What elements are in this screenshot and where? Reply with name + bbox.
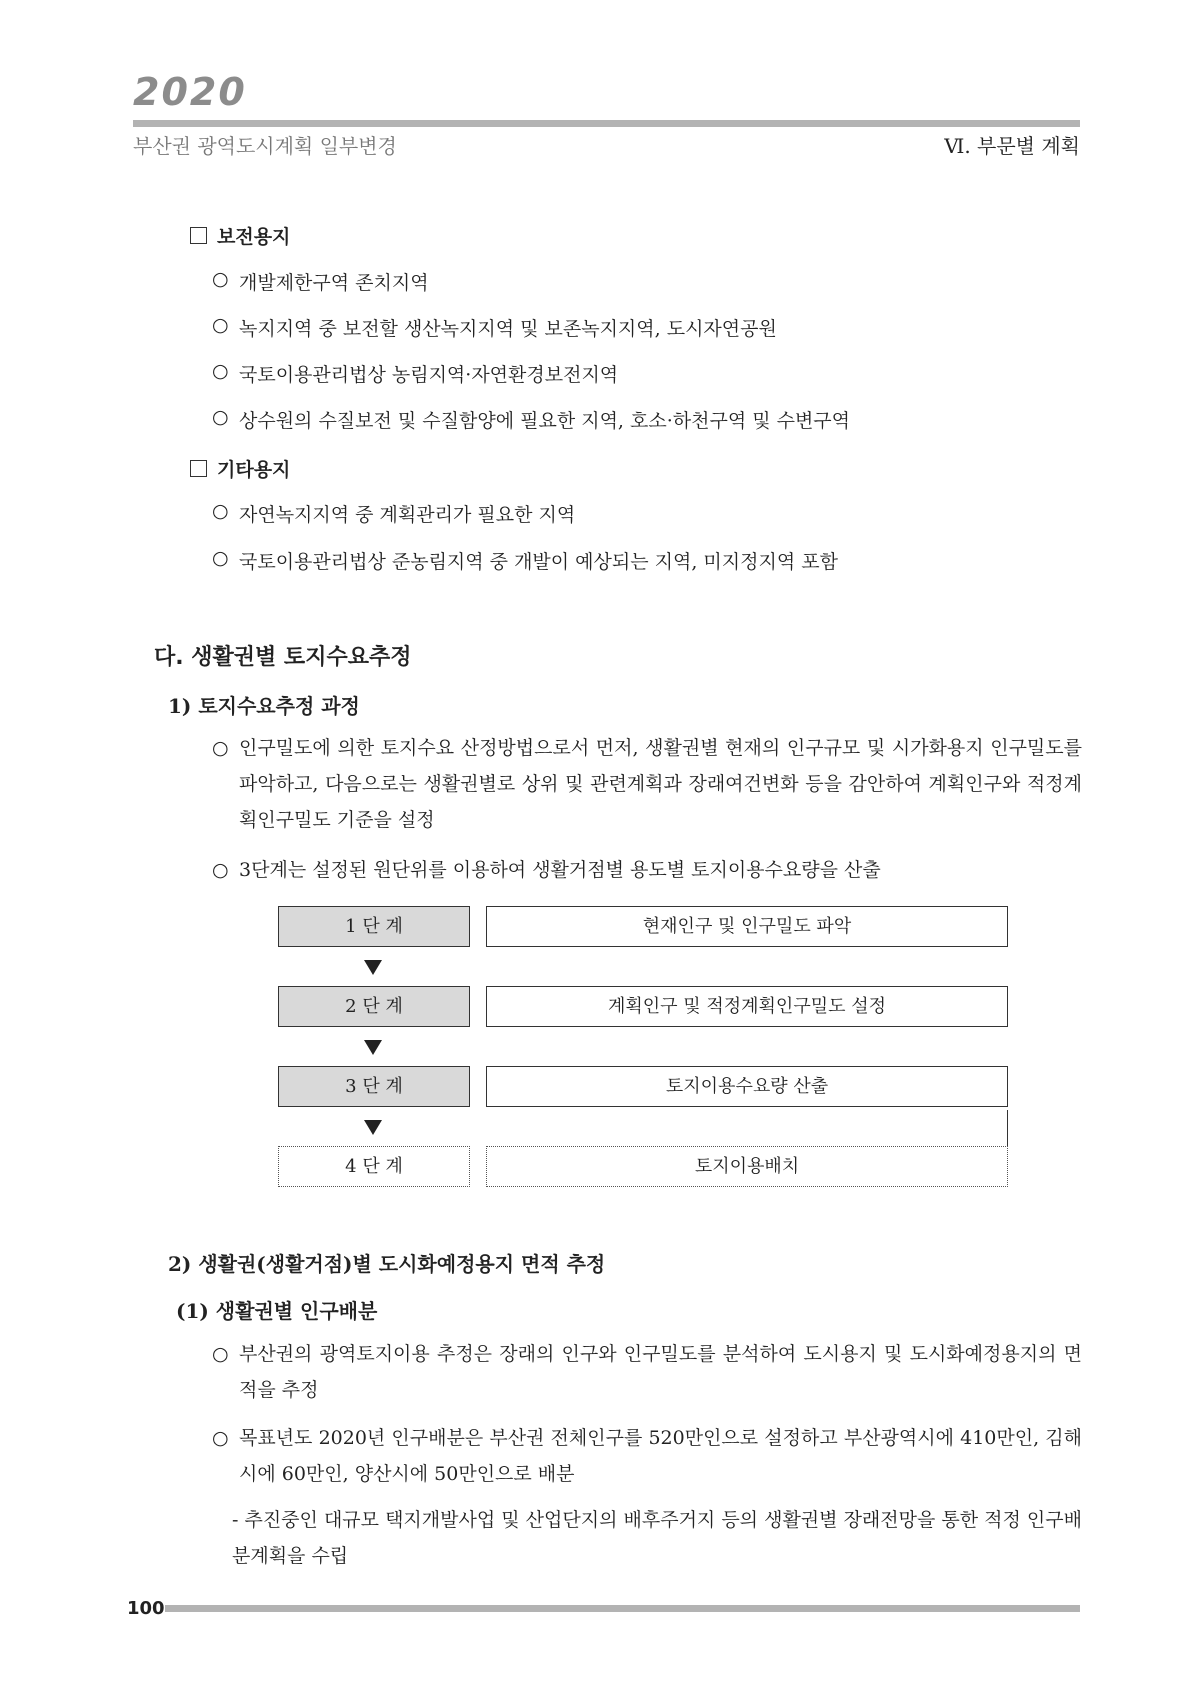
step-description: 토지이용배치: [486, 1146, 1008, 1187]
paragraph: ○ 부산권의 광역토지이용 추정은 장래의 인구와 인구밀도를 분석하여 도시용지 및 도시화예정용지의 면적을 추정: [212, 1343, 1082, 1401]
document-title: 부산권 광역도시계획 일부변경: [133, 134, 397, 158]
connector-line: [1007, 1110, 1008, 1150]
step-label: 3 단 계: [278, 1066, 470, 1107]
sub-subsection-heading: (1) 생활권별 인구배분: [176, 1299, 378, 1323]
conservation-heading: 보전용지: [190, 222, 290, 249]
down-arrow-icon: [364, 1120, 382, 1135]
down-arrow-icon: [364, 960, 382, 975]
section-label: Ⅵ. 부문별 계획: [944, 134, 1080, 158]
section-heading: 다. 생활권별 토지수요추정: [154, 645, 412, 670]
subsection-heading: 2) 생활권(생활거점)별 도시화예정용지 면적 추정: [168, 1252, 606, 1276]
dash-item: - 추진중인 대규모 택지개발사업 및 산업단지의 배후주거지 등의 생활권별 장래전망을 통한 적정 인구배분계획을 수립: [232, 1509, 1082, 1567]
step-label: 2 단 계: [278, 986, 470, 1027]
step-label: 1 단 계: [278, 906, 470, 947]
step-description: 계획인구 및 적정계획인구밀도 설정: [486, 986, 1008, 1027]
footer-rule: [165, 1605, 1080, 1612]
checkbox-square-icon: [190, 227, 207, 244]
header-rule: [133, 120, 1080, 127]
paragraph: ○ 3단계는 설정된 원단위를 이용하여 생활거점별 용도별 토지이용수요량을 산출: [212, 859, 881, 881]
checkbox-square-icon: [190, 460, 207, 477]
step-description: 토지이용수요량 산출: [486, 1066, 1008, 1107]
subsection-heading: 1) 토지수요추정 과정: [168, 694, 360, 718]
step-description: 현재인구 및 인구밀도 파악: [486, 906, 1008, 947]
other-heading: 기타용지: [190, 455, 290, 482]
header-year: 2020: [133, 70, 247, 114]
paragraph: ○ 인구밀도에 의한 토지수요 산정방법으로서 먼저, 생활권별 현재의 인구규모 및 시가화용지 인구밀도를 파악하고, 다음으로는 생활권별로 상위 및 관련계획과 장래여건변화 등을 감안하여 계획인구와 적정계획인구밀도 기준을 설정: [212, 737, 1082, 831]
down-arrow-icon: [364, 1040, 382, 1055]
paragraph: ○ 목표년도 2020년 인구배분은 부산권 전체인구를 520만인으로 설정하고 부산광역시에 410만인, 김해시에 60만인, 양산시에 50만인으로 배분: [212, 1427, 1082, 1485]
step-label: 4 단 계: [278, 1146, 470, 1187]
page-number: 100: [127, 1598, 165, 1619]
